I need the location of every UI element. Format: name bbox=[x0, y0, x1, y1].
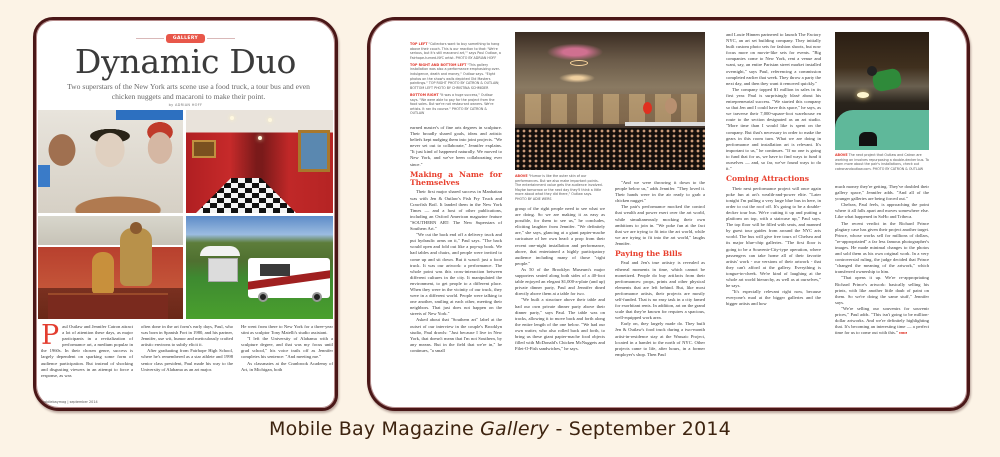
paragraph: often done in the art form's early days, Paul, who was born in Spanish Fort in 1980, and his partner, Jennifer, use wit, humor and meticulously crafted artistic environs to subtly elicit it. bbox=[141, 324, 233, 348]
photo-detail bbox=[258, 292, 268, 302]
ceiling-lamp bbox=[268, 118, 272, 122]
red-gallery-room-photo bbox=[186, 110, 333, 213]
photo-grid bbox=[38, 110, 334, 320]
photo-detail bbox=[857, 92, 869, 98]
paragraph-text: aul Outlaw and Jennifer Catron attract a lot of attention these days, as major participants in a revitalization of performance art, a medium popular in the 1960s. In their chosen genre, success is largely dependent on sparking some form of audience participation. But instead of shocking and disgusting viewers in an attempt to force a response, as was bbox=[41, 324, 133, 378]
food-truck-photo bbox=[186, 216, 333, 319]
caption-label: ABOVE bbox=[835, 153, 848, 157]
text-column bbox=[241, 324, 333, 379]
text-column bbox=[410, 125, 502, 354]
caption-suffix: - September 2014 bbox=[549, 418, 731, 440]
text-column bbox=[515, 206, 605, 352]
photo-detail bbox=[130, 222, 142, 234]
photo-detail bbox=[208, 258, 238, 282]
paragraph-text: "We're selling our souvenirs for souvenir prices," Paul adds. "This isn't going to be million-dollar artworks. And we're definitely highlighting that. It's becoming an interesting time — a perfect time for us to come out with this." bbox=[835, 305, 929, 336]
caption-label: BOTTOM RIGHT bbox=[410, 92, 439, 97]
photo-caption bbox=[515, 174, 605, 202]
paragraph: much money they're getting. They've doubled their gallery space," Jennifer adds. "And all of the younger galleries are being forced out." bbox=[835, 184, 929, 202]
paragraph: Early on, they largely made do. They built Jen & Outlaw's food truck during a two-month artist-in-residence stay at the Wassaic Project, located in a hamlet to the north of NYC. Other projects came to life, after hours, in a former employer's shop. Then Paul bbox=[615, 321, 705, 357]
throne-performance-photo bbox=[38, 216, 183, 319]
photo-detail bbox=[625, 122, 705, 126]
caption-text: "It was a huge success," Outlaw says. "We were able to pay for the project from the food sales. But we're not restaurant owners. We're artists. It ran its course." PHOTO BY CATRON & OUTLAW bbox=[410, 92, 495, 116]
mosaic-artwork-photo bbox=[38, 110, 183, 213]
paragraph: "And we were throwing it down to the people below us," adds Jennifer. "They loved it. Their hands were in the air ready to grab a chicken nugget." bbox=[615, 180, 705, 204]
paragraph: "That opens it up. We're re-appropriating Richard Prince's artwork: basically selling his prints, with like another little daub of paint on them. So we're doing the same stuff," Jennifer says. bbox=[835, 275, 929, 305]
paragraph: group of the right people need to see what we are doing. So we are making it as easy as possible, for them to see us," he concludes, eliciting laughter from Jennifer. "We definitely are," she says, glancing at a giant papier-mache caricature of her own head: a prop from their recent one-night installation and performance, above, that entertained a highly participatory audience including many of those "right people." bbox=[515, 206, 605, 266]
photo-detail bbox=[665, 98, 677, 114]
section-badge: GALLERY bbox=[166, 34, 205, 43]
text-column bbox=[726, 32, 821, 307]
photo-detail bbox=[120, 228, 152, 286]
caption-label: ABOVE bbox=[515, 174, 528, 178]
paragraph: "We cut the back end off a delivery truck and put hydraulic arms on it," Paul says. "The back would open and fold out like a pop-up book. We had tables and chairs, and people were invited to come up and sit down. But it wasn't just a food truck. It was our artwork: a performance. The whole point was this cross-interaction between different cultures in the city. It manipulated the environment, to get people to a different place. When they were in the vicinity of our truck, they were in a different world. People were talking to one another, smiling at each other, meeting their neighbors. That just does not happen on the streets of New York." bbox=[410, 232, 502, 317]
paragraph: "It's especially relevant right now, because everyone's mad at the bigger galleries and the bigger artists and how bbox=[726, 289, 821, 307]
paragraph bbox=[835, 306, 929, 336]
photo-detail bbox=[835, 110, 929, 150]
caption-italic: Gallery bbox=[480, 418, 550, 440]
caption-label: TOP RIGHT AND BOTTOM LEFT bbox=[410, 62, 467, 67]
photo-detail bbox=[312, 292, 322, 302]
paragraph: Asked about that "Southern art" label at the outset of our interview in the couple's Brooklyn studio, Paul drawls: "Just because I live in New York, that doesn't mean that I'm not Southern, by any means. But in the field that we're in," he continues, "a small bbox=[410, 317, 502, 353]
divider bbox=[207, 38, 235, 39]
ceiling-lamp bbox=[230, 116, 234, 120]
article-body bbox=[41, 320, 333, 379]
photo-detail bbox=[38, 165, 50, 187]
ceiling-lamp bbox=[258, 136, 262, 140]
drop-cap: P bbox=[41, 320, 60, 351]
photo-detail bbox=[867, 66, 877, 76]
photo-detail bbox=[116, 110, 183, 120]
caption-text: The next project that Outlaw and Catron are working on involves repurposing a double-decker bus. To learn more about the pair's installations, check out catronandoutlaw.com. PHOTO BY CATRON & OUTLAW bbox=[835, 153, 929, 171]
text-column bbox=[41, 320, 133, 379]
paragraph: The company topped $1 million in sales in its first year. Paul is surprisingly blasé about his entrepreneurial success. "We started this company so that Jen and I could have this space," he says, as we traverse their 7,000-square-foot warehouse en route to the section designated as an art studio. "More time than I would like is spent on the company. But that's necessary in order to make the gears in this room turn. What we are doing in performance and installation art is relevant. It's important to us," he continues. "If no one is going to fund that for us, we have to find ways to fund it ourselves — and, so far, we've found ways to do it." bbox=[726, 86, 821, 172]
page-folio: mobilebaymag | september 2014 bbox=[41, 400, 98, 404]
paragraph: As classmates at the Cranbrook Academy of Art, in Michigan, both bbox=[241, 360, 333, 372]
caption-prefix: Mobile Bay Magazine bbox=[269, 418, 481, 440]
painting-frame bbox=[192, 140, 216, 158]
photo-detail bbox=[570, 60, 588, 66]
painting-frame bbox=[298, 130, 330, 172]
paragraph: The pair's performance mocked the control that wealth and power exert over the art world, while simultaneously mocking their own ambitions to join in. "We poke fun at the fact that we are trying to fit into the art world, while we are trying to fit into the art world," laughs Jennifer. bbox=[615, 204, 705, 246]
caption-text: "Collectors want to buy something to hang above their couch. This is our reaction to that: 'We're serious, but it's still macaroni art,'" says Paul Outlaw, a Fairhope-turned-NYC artist. PHOTO BY ADRIAN HOFF bbox=[410, 42, 501, 60]
caption bbox=[410, 63, 502, 91]
paragraph: As 50 of the Brooklyn Museum's major supporters seated along both sides of a 40-foot table enjoyed an elegant $1,000-a-plate (and up) private dinner party, Paul and Jennifer dined directly above them at a table for two. bbox=[515, 266, 605, 297]
paragraph: "We built a structure above their table and had our own private dinner party above their dinner party," says Paul. The table was on tracks, allowing it to move back and forth along the entire length of the one below. "We had our own waiter, who also rolled back and forth, to bring us these giant papier-mache food objects filled with McDonald's Chicken McNuggets and Filet-O-Fish sandwiches," he says. bbox=[515, 297, 605, 352]
right-magazine-spread bbox=[367, 17, 970, 411]
photo-detail bbox=[515, 128, 705, 170]
paragraph: and Louie Hinnen partnered to launch The Factory NYC, an art set building company. They initially built custom photo sets for fashion shoots, but now focus more on movie-like sets for events. "Big companies come to New York, rent a venue and want, say, an entire Parisian street market installed overnight," says Paul, referencing a commission completed earlier that week. They throw a party the next day, and then they want it removed quickly." bbox=[726, 32, 821, 86]
article-title: Dynamic Duo bbox=[74, 42, 297, 81]
photo-detail bbox=[859, 132, 877, 146]
checkerboard-floor bbox=[196, 178, 296, 213]
caption-label: TOP LEFT bbox=[410, 42, 428, 46]
photo-captions bbox=[410, 42, 502, 118]
paragraph: Chelsea, Paul feels, is approaching the point where it all falls apart and moves somewhere else. Like what happened in SoHo and Tribeca. bbox=[835, 202, 929, 220]
paragraph: "I left the University of Alabama with a sculpture degree, and that was my focus until grad school," his voice trails off as Jennifer completes his sentence: "And meeting me." bbox=[241, 336, 333, 360]
bus-workshop-photo bbox=[835, 32, 929, 150]
text-column bbox=[615, 180, 705, 358]
image-caption bbox=[0, 418, 1000, 440]
paragraph bbox=[41, 320, 133, 379]
subhead: Paying the Bills bbox=[615, 249, 683, 259]
article-deck: Two superstars of the New York arts scene use a food truck, a tour bus and even chicken nuggets and macaroni to make their point. bbox=[67, 82, 310, 101]
photo-detail bbox=[48, 293, 168, 319]
caption bbox=[410, 93, 502, 116]
end-mark: MBM bbox=[899, 331, 908, 336]
text-column bbox=[835, 184, 929, 336]
subhead: Making a Name for Themselves bbox=[410, 169, 502, 188]
divider bbox=[136, 38, 164, 39]
text-column bbox=[141, 324, 233, 379]
paragraph: Paul and Jen's true artistry is revealed as ethereal moments in time, which cannot be monetized. People do buy artifacts from their performances: props, prints and other physical elements that are left behind. But, like most performance artists, their projects are mostly self-funded. That is no easy task in a city famed for exorbitant rents. In addition, art on the grand scale that they're known for requires a spacious, well-equipped work area. bbox=[615, 260, 705, 321]
paragraph: Their first major shared success in Manhattan was with Jen & Outlaw's Fish Fry Truck and Crawfish Boil. It landed them in the New York Times — and a host of other publications, including an Oxford American magazine feature "SOUTHERN ART: The New Superstars of Southern Art." bbox=[410, 189, 502, 232]
subhead: Coming Attractions bbox=[726, 174, 810, 184]
photo-detail bbox=[200, 246, 240, 256]
caption-text: "This gallery installation was also a performance emphasizing over-indulgence, death and money," Outlaw says. "Eight photos on the show's walls depicted Old Masters paintings." TOP RIGHT PHOTO BY CATRON & OUTLAW; BOTTOM LEFT PHOTO BY CHRISTINA SCHMIDER bbox=[410, 62, 500, 90]
caption-text: "Humor is like the outer skin of our performances. But we also make important points. The entertainment value gets the audience involved. Maybe tomorrow or the next day they'll think a little more about what they did there," Outlaw says. PHOTO BY ADIE WERS bbox=[515, 174, 603, 201]
paragraph: After graduating from Fairhope High School, where he's remembered as a star athlete and 1998 senior class president, Paul made his way to the University of Alabama as an art major. bbox=[141, 348, 233, 372]
byline: by ADRIAN HOFF bbox=[168, 103, 203, 107]
paragraph: The recent verdict in the Richard Prince plagiary case has given their project another target. Prince, whose works sell for millions of dollars, "re-appropriated" a far less famous photographer's images. He made minimal changes to the photos and sold them as his own original work. In a very controversial ruling, the judge decided that Prince "changed the meaning of the artwork," which transferred ownership to him. bbox=[835, 220, 929, 275]
left-magazine-page bbox=[33, 17, 338, 411]
caption bbox=[410, 42, 502, 60]
photo-caption bbox=[835, 153, 929, 171]
paragraph: earned master's of fine arts degrees in sculpture. Their broadly shared goals, ideas and artistic beliefs kept nudging them into joint projects. "We never set out to collaborate," Jennifer explains. "It just kind of happened naturally. We moved to New York, and we've been collaborating ever since." bbox=[410, 125, 502, 167]
paragraph: Their next performance project will once again poke fun at art's wealth-and-power elite. "Later tonight I'm pulling a very large blue bus in here, in order to cut the roof off. It's going to be a double-decker tour bus. We're cutting it up and putting a platform on top, with a staircase up," Paul says. The top floor will be filled with seats, and manned by guest tour guides from around the NYC arts world. The bus will give free tours of Chelsea and its major blue-chip galleries. "The first floor is going to be a Souvenir-City-type operation, where passengers can take home all of their favorite artists' work - our versions of their artwork - that they can't afford at the gallery. Everything is tongue-in-cheek. We're kind of laughing at the whole art world hierarchy, as well as at ourselves," he says. bbox=[726, 185, 821, 289]
photo-detail bbox=[92, 252, 114, 294]
museum-hall-performance-photo bbox=[515, 32, 705, 170]
photo-detail bbox=[643, 102, 652, 114]
photo-detail bbox=[260, 264, 290, 276]
paragraph: He went from there to New York for a three-year stint as sculptor Tony Matelli's studio assistant. bbox=[241, 324, 333, 336]
